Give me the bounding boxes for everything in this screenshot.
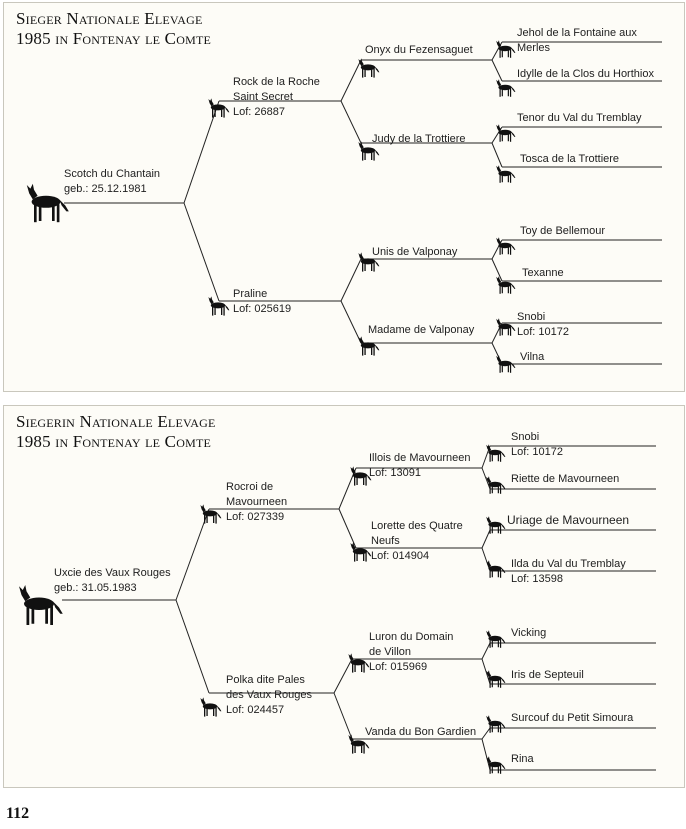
gen3-label: Ilda du Val du Tremblay Lof: 13598	[511, 558, 626, 585]
dam-dam-label: Madame de Valponay	[368, 324, 475, 336]
dog-icon	[484, 668, 506, 690]
gen3-label: Tenor du Val du Tremblay	[517, 112, 642, 124]
subject-label: Uxcie des Vaux Rouges geb.: 31.05.1983	[54, 567, 171, 594]
dog-icon	[494, 163, 516, 185]
dog-icon	[494, 274, 516, 296]
dog-icon	[494, 235, 516, 257]
sire-sire-label: Illois de Mavourneen Lof: 13091	[369, 452, 471, 479]
gen3-label: Snobi Lof: 10172	[517, 311, 569, 338]
dog-icon	[484, 558, 506, 580]
dog-icon	[484, 628, 506, 650]
dog-icon	[494, 77, 516, 99]
subject-label: Scotch du Chantain geb.: 25.12.1981	[64, 168, 161, 195]
sire-label: Rocroi de Mavourneen Lof: 027339	[226, 481, 288, 523]
gen3-label: Riette de Mavourneen	[511, 473, 620, 485]
dog-icon	[494, 38, 516, 60]
sire-dam-label: Lorette des Quatre Neufs Lof: 014904	[371, 520, 463, 562]
page-number: 112	[6, 805, 30, 822]
dog-icon	[22, 179, 70, 227]
gen3-label: Snobi Lof: 10172	[511, 431, 563, 458]
dog-icon	[348, 540, 372, 564]
dog-icon	[494, 122, 516, 144]
gen3-label: Toy de Bellemour	[520, 225, 605, 237]
pedigree-panel-1	[3, 2, 685, 392]
pedigree-tree-lines	[4, 406, 684, 787]
dog-icon	[206, 96, 230, 120]
dog-icon	[206, 294, 230, 318]
sire-dam-label: Judy de la Trottiere	[372, 133, 466, 145]
gen3-label: Jehol de la Fontaine aux Merles	[517, 27, 637, 54]
gen3-label: Surcouf du Petit Simoura	[511, 712, 634, 724]
dam-label: Polka dite Pales des Vaux Rouges Lof: 024457	[226, 674, 313, 716]
dam-sire-label: Luron du Domain de Villon Lof: 015969	[369, 631, 454, 673]
dog-icon	[198, 695, 222, 719]
sire-sire-label: Onyx du Fezensaguet	[365, 44, 473, 56]
gen3-label: Rina	[511, 753, 534, 765]
dog-icon	[494, 353, 516, 375]
dog-icon	[484, 442, 506, 464]
dog-icon	[484, 713, 506, 735]
gen3-label: Uriage de Mavourneen	[507, 513, 630, 527]
sire-label: Rock de la Roche Saint Secret Lof: 26887	[233, 76, 320, 118]
dog-icon	[484, 754, 506, 776]
dog-icon	[494, 316, 516, 338]
pedigree-panel-2	[3, 405, 685, 788]
gen3-label: Iris de Septeuil	[511, 669, 584, 681]
pedigree-title: Siegerin Nationale Elevage 1985 in Fontenay le Comte	[16, 412, 216, 451]
pedigree-title: Sieger Nationale Elevage 1985 in Fontenay le Comte	[16, 9, 212, 48]
dog-icon	[484, 474, 506, 496]
gen3-label: Idylle de la Clos du Horthiox	[517, 68, 654, 80]
dog-icon	[484, 514, 506, 536]
dog-icon	[356, 56, 380, 80]
dog-icon	[346, 651, 370, 675]
pedigree-tree-lines	[4, 3, 684, 391]
dam-dam-label: Vanda du Bon Gardien	[365, 726, 477, 738]
gen3-label: Tosca de la Trottiere	[520, 153, 620, 165]
gen3-label: Texanne	[522, 267, 564, 279]
gen3-label: Vilna	[520, 351, 545, 363]
dam-sire-label: Unis de Valponay	[372, 246, 458, 258]
gen3-label: Vicking	[511, 627, 547, 639]
dog-icon	[198, 502, 222, 526]
dam-label: Praline Lof: 025619	[233, 288, 292, 315]
